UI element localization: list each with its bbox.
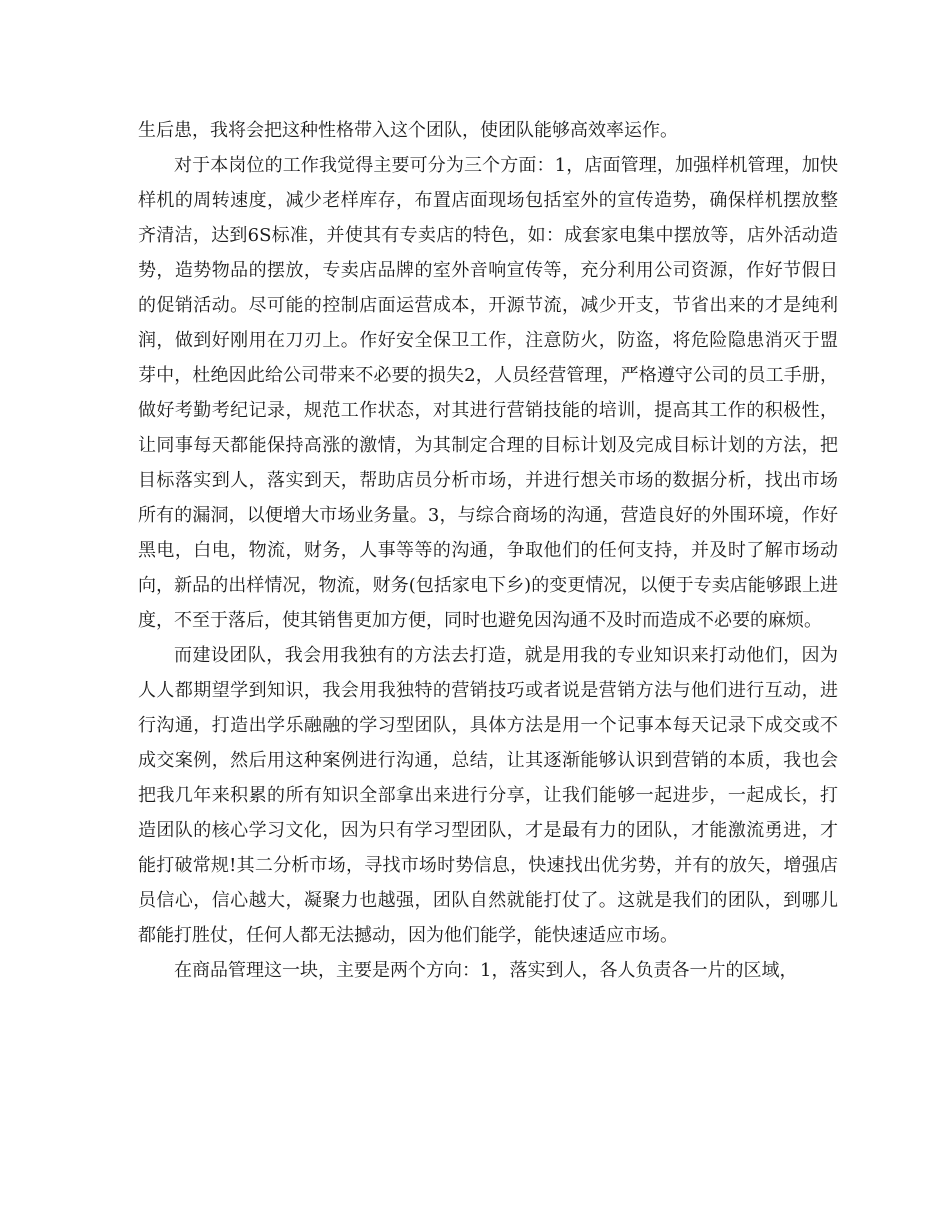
document-body bbox=[138, 113, 838, 988]
paragraph-2: 对于本岗位的工作我觉得主要可分为三个方面：1，店面管理，加强样机管理，加快样机的周转速度，减少老样库存，布置店面现场包括室外的宣传造势，确保样机摆放整齐清洁，达到6S标准，并使其有专卖店的特色，如：成套家电集中摆放等，店外活动造势，造势物品的摆放，专卖店品牌的室外音响宣传等，充分利用公司资源，作好节假日的促销活动。尽可能的控制店面运营成本，开源节流，减少开支，节省出来的才是纯利润，做到好刚用在刀刃上。作好安全保卫工作，注意防火，防盗，将危险隐患消灭于盟芽中，杜绝因此给公司带来不必要的损失2，人员经营管理，严格遵守公司的员工手册，做好考勤考纪记录，规范工作状态，对其进行营销技能的培训，提高其工作的积极性，让同事每天都能保持高涨的激情，为其制定合理的目标计划及完成目标计划的方法，把目标落实到人，落实到天，帮助店员分析市场，并进行想关市场的数据分析，找出市场所有的漏洞，以便增大市场业务量。3，与综合商场的沟通，营造良好的外围环境，作好黑电，白电，物流，财务，人事等等的沟通，争取他们的任何支持，并及时了解市场动向，新品的出样情况，物流，财务(包括家电下乡)的变更情况，以便于专卖店能够跟上进度，不至于落后，使其销售更加方便，同时也避免因沟通不及时而造成不必要的麻烦。 bbox=[138, 155, 838, 631]
paragraph-3: 而建设团队，我会用我独有的方法去打造，就是用我的专业知识来打动他们，因为人人都期望学到知识，我会用我独特的营销技巧或者说是营销方法与他们进行互动，进行沟通，打造出学乐融融的学习型团队，具体方法是用一个记事本每天记录下成交或不成交案例，然后用这种案例进行沟通，总结，让其逐渐能够认识到营销的本质，我也会把我几年来积累的所有知识全部拿出来进行分享，让我们能够一起进步，一起成长，打造团队的核心学习文化，因为只有学习型团队，才是最有力的团队，才能激流勇进，才能打破常规!其二分析市场，寻找市场时势信息，快速找出优劣势，并有的放矢，增强店员信心，信心越大，凝聚力也越强，团队自然就能打仗了。这就是我们的团队，到哪儿都能打胜仗，任何人都无法撼动，因为他们能学，能快速适应市场。 bbox=[138, 645, 838, 946]
paragraph-4: 在商品管理这一块，主要是两个方向：1，落实到人，各人负责各一片的区域， bbox=[174, 960, 798, 981]
paragraph-1: 生后患，我将会把这种性格带入这个团队，使团队能够高效率运作。 bbox=[138, 120, 678, 141]
